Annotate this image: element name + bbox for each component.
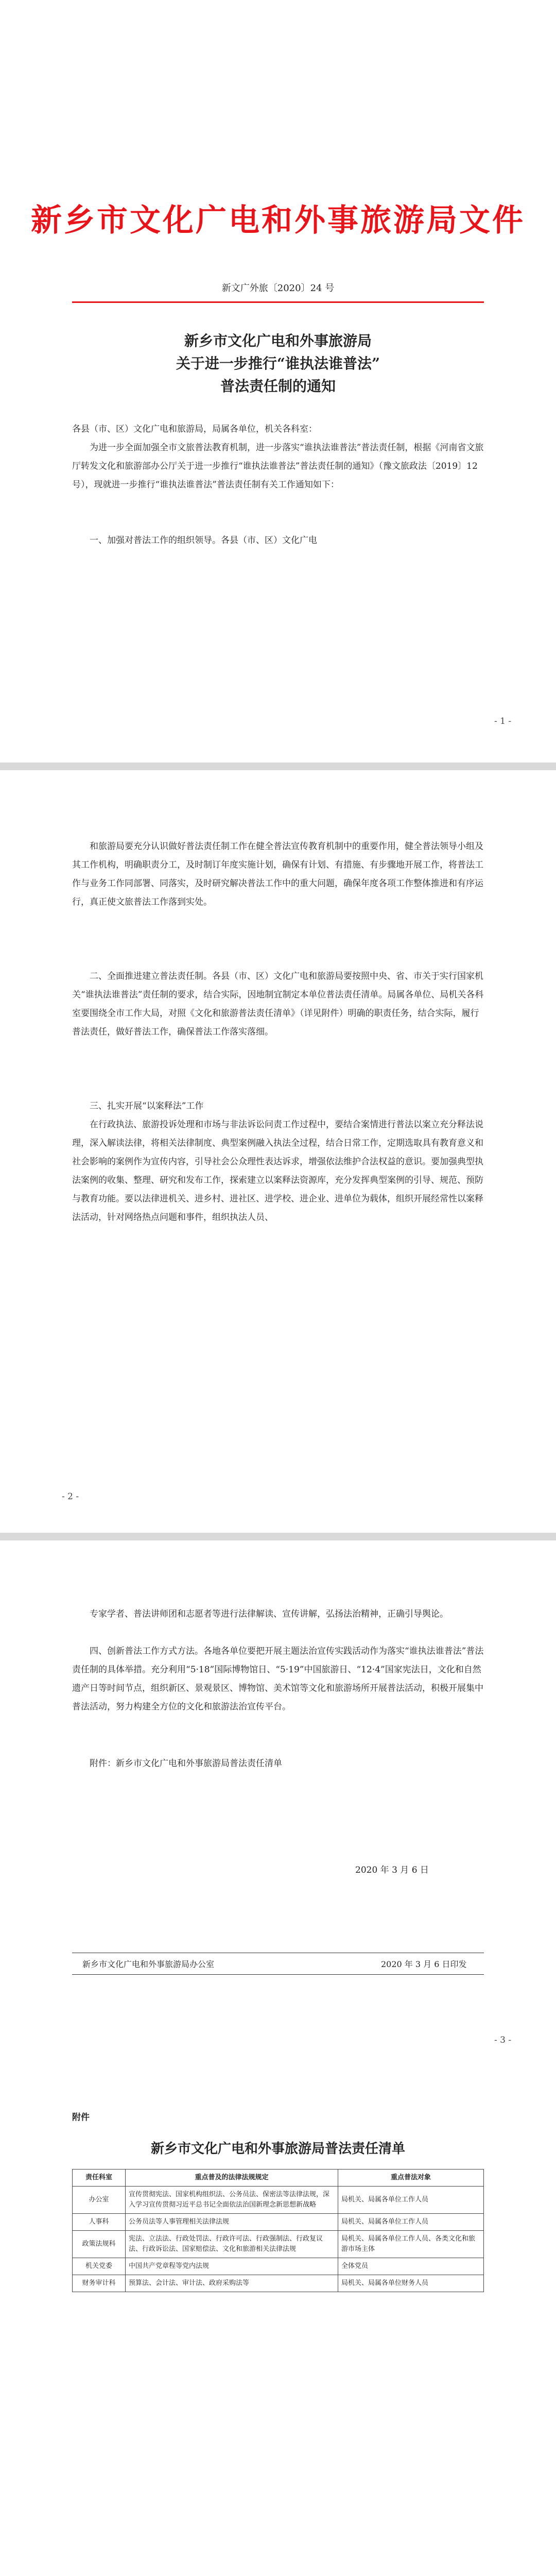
paragraph: 专家学者、普法讲师团和志愿者等进行法律解读、宣传讲解，弘扬法治精神，正确引导舆论。 xyxy=(90,1609,448,1619)
title-line-2: 关于进一步推行“谁执法谁普法” xyxy=(176,355,380,372)
cell-department: 机关党委 xyxy=(73,2258,126,2275)
cell-department: 政策法规科 xyxy=(73,2231,126,2258)
cell-audience: 全体党员 xyxy=(338,2258,484,2275)
cell-laws: 公务员法等人事管理相关法律法规 xyxy=(126,2214,338,2231)
paragraph: 四、创新普法工作方式方法。各地各单位要把开展主题法治宣传实践活动作为落实“谁执法谁普法”普法责任制的具体举措。充分利用“5·18”国际博物馆日、“5·19”中国旅游日、“12·4”国家宪法日，文化和自然遗产日等时间节点，组织新区、景观景区、博物馆、美术馆等文化和旅游场所开展普法活动，积极开展集中普法活动，努力构建全方位的文化和旅游法治宣传平台。 xyxy=(72,1646,484,1712)
cell-laws: 中国共产党章程等党内法规 xyxy=(126,2258,338,2275)
paragraph: 二、全面推进建立普法责任制。各县（市、区）文化广电和旅游局要按照中央、省、市关于实行国家机关“谁执法谁普法”责任制的要求，结合实际，因地制宜制定本单位普法责任清单。局属各单位、局机关各科室要围绕全市工作大局，对照《文化和旅游普法责任清单》（详见附件）明确的职责任务，结合实际，履行普法责任，做好普法工作，确保普法工作落实落细。 xyxy=(72,971,484,1037)
footer-print-date: 2020 年 3 月 6 日印发 xyxy=(381,1959,467,1969)
table-row xyxy=(73,2258,484,2275)
attachment-note: 附件：新乡市文化广电和外事旅游局普法责任清单 xyxy=(90,1758,282,1769)
cell-audience: 局机关、局属各单位工作人员 xyxy=(338,2187,484,2214)
salutation: 各县（市、区）文化广电和旅游局，局属各单位，机关各科室： xyxy=(72,424,317,434)
annex-title: 新乡市文化广电和外事旅游局普法责任清单 xyxy=(150,2141,405,2157)
cell-department: 办公室 xyxy=(73,2187,126,2214)
cell-laws: 预算法、会计法、审计法、政府采购法等 xyxy=(126,2275,338,2292)
paragraph: 和旅游局要充分认识做好普法责任制工作在健全普法宣传教育机制中的重要作用，健全普法领导小组及其工作机构，明确职责分工，及时制订年度实施计划，确保有计划、有措施、有步骤地开展工作，将普法工作与业务工作同部署、同落实，及时研究解决普法工作中的重大问题，确保年度各项工作整体推进和有序运行，真正使文旅普法工作落到实处。 xyxy=(72,841,483,907)
paragraph: 在行政执法、旅游投诉处理和市场与非法诉讼问责工作过程中，要结合案情进行普法以案立充分释法说理，深入解读法律，将相关法律制度、典型案例融入执法全过程，结合日常工作，定期选取具有教育意义和社会影响的案例作为宣传内容，引导社会公众理性表达诉求，增强依法维护合法权益的意识。要加强典型执法案例的收集、整理、研究和发布工作，探索建立以案释法资源库，充分发挥典型案例的引导、规范、预防与教育功能。要以法律进机关、进乡村、进社区、进学校、进企业、进单位为载体，组织开展经常性以案释法活动，针对网络热点问题和事件，组织执法人员、 xyxy=(72,1120,483,1223)
table-header-row xyxy=(73,2170,484,2187)
cell-department: 人事科 xyxy=(73,2214,126,2231)
page-number: - 3 - xyxy=(494,2035,512,2045)
footer-rule-bottom xyxy=(72,1974,484,1975)
cell-laws: 宪法、立法法、行政处罚法、行政许可法、行政强制法、行政复议法、行政诉讼法、国家赔偿法、文化和旅游相关法律法规 xyxy=(126,2231,338,2258)
page-1 xyxy=(0,0,556,762)
table-row xyxy=(73,2187,484,2214)
cell-laws: 宣传贯彻宪法、国家机构组织法、公务员法、保密法等法律法规，深入学习宣传贯彻习近平总书记全面依法治国新理念新思想新战略 xyxy=(126,2187,338,2214)
title-line-3: 普法责任制的通知 xyxy=(220,378,336,395)
page-number: - 1 - xyxy=(494,716,512,726)
table-row xyxy=(73,2231,484,2258)
table-row xyxy=(73,2214,484,2231)
issue-date: 2020 年 3 月 6 日 xyxy=(355,1865,429,1875)
column-header: 重点普及的法律法规规定 xyxy=(126,2170,338,2187)
annex-label: 附件 xyxy=(72,2112,90,2123)
paragraph: 一、加强对普法工作的组织领导。各县（市、区）文化广电 xyxy=(90,535,317,546)
responsibility-table xyxy=(72,2169,484,2292)
title-line-1: 新乡市文化广电和外事旅游局 xyxy=(184,332,372,349)
cell-audience: 局机关、局属各单位工作人员、各类文化和旅游市场主体 xyxy=(338,2231,484,2258)
paragraph: 为进一步全面加强全市文旅普法教育机制，进一步落实“谁执法谁普法”普法责任制，根据《河南省文旅厅转发文化和旅游部办公厅关于进一步推行“谁执法谁普法”普法责任制的通知》（豫文旅政法〔2019〕12 号），现就进一步推行“谁执法谁普法”普法责任制有关工作通知如下： xyxy=(72,443,484,490)
doc-number: 新文广外旅〔2020〕24 号 xyxy=(221,283,335,294)
cell-audience: 局机关、局属各单位工作人员 xyxy=(338,2214,484,2231)
page-4 xyxy=(0,2053,556,2576)
footer-issuer: 新乡市文化广电和外事旅游局办公室 xyxy=(82,1959,215,1969)
column-header: 重点普法对象 xyxy=(338,2170,484,2187)
page-2 xyxy=(0,770,556,1533)
page-number: - 2 - xyxy=(62,1492,79,1502)
red-divider xyxy=(72,301,484,303)
section-heading: 三、扎实开展“以案释法”工作 xyxy=(90,1101,204,1111)
red-heading: 新乡市文化广电和外事旅游局文件 xyxy=(31,202,525,239)
cell-audience: 局机关、局属各单位财务人员 xyxy=(338,2275,484,2292)
cell-department: 财务审计科 xyxy=(73,2275,126,2292)
table-row xyxy=(73,2275,484,2292)
column-header: 责任科室 xyxy=(73,2170,126,2187)
